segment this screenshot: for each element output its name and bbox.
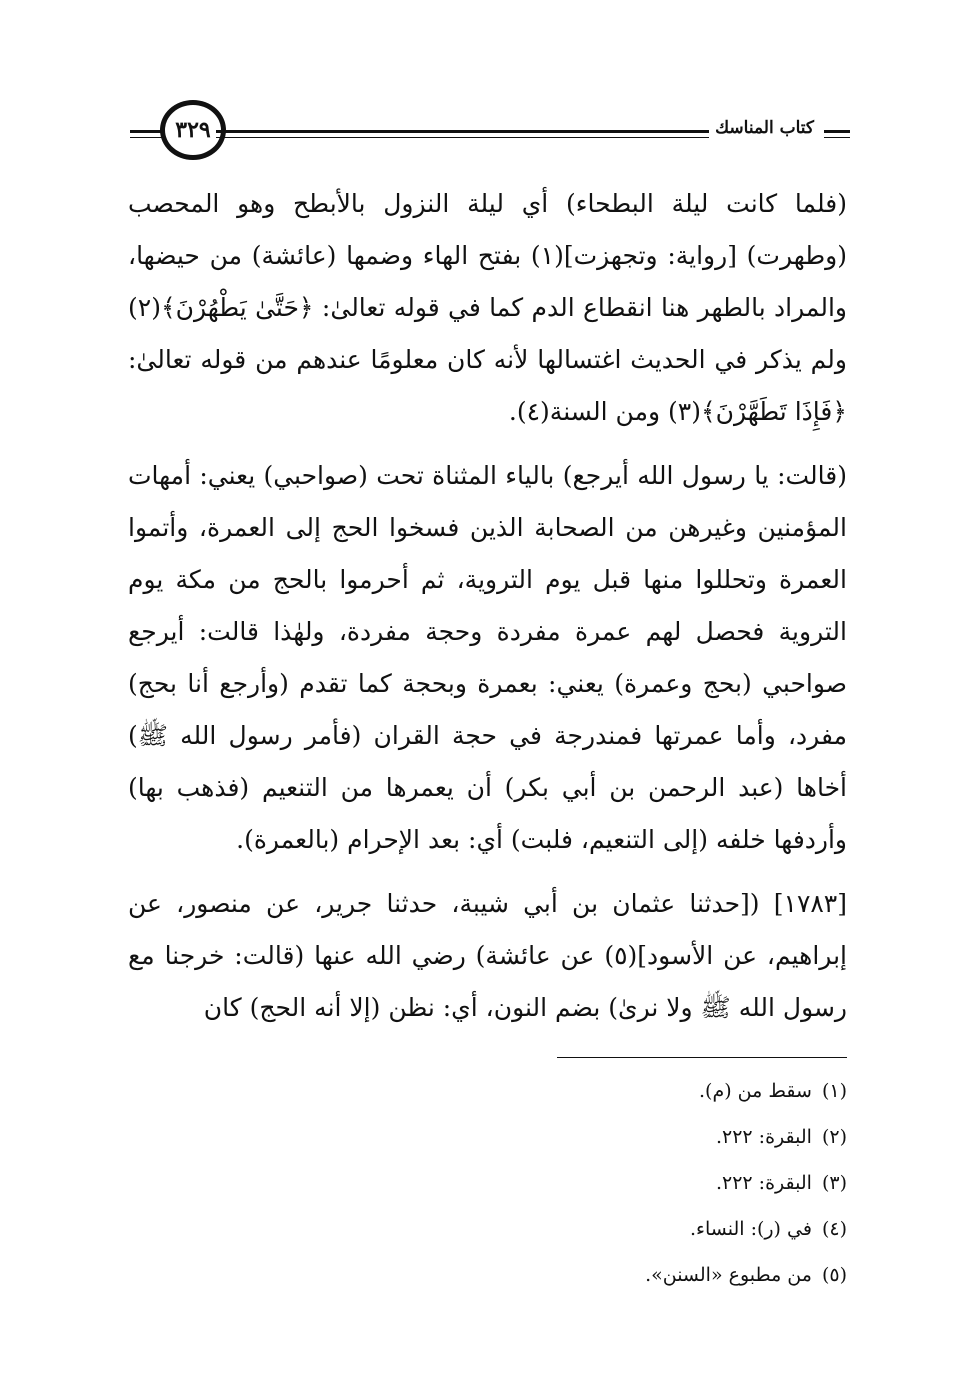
footnote-text: في (ر): النساء. [690,1218,812,1240]
footnote-number: (٤) [821,1218,847,1240]
footnote-number: (٢) [821,1126,847,1148]
footnote-number: (٣) [821,1172,847,1194]
footnote [447,1252,847,1298]
page-number: ٣٢٩ [160,100,226,160]
footnote [447,1114,847,1160]
footnote-text: البقرة: ٢٢٢. [715,1126,812,1148]
header-rule-left [130,130,162,138]
paragraph: [١٧٨٣] ([حدثنا عثمان بن أبي شيبة، حدثنا جرير، عن منصور، عن إبراهيم، عن الأسود](٥) عن عائشة) رضي الله عنها (قالت: خرجنا مع رسول الله ﷺ ولا نرىٰ) بضم النون، أي: نظن (إلا أنه الحج) كان [128,889,848,1022]
footnote-text: من مطبوع «السنن». [645,1264,812,1286]
main-text [128,178,847,1046]
paragraph: (فلما كانت ليلة البطحاء) أي ليلة النزول بالأبطح وهو المحصب (وطهرت) [رواية: وتجهزت](١) بفتح الهاء وضمها (عائشة) من حيضها، والمراد بالطهر هنا انقطاع الدم كما في قوله تعالىٰ: ﴿حَتَّىٰ يَطْهُرْنَ﴾(٢) ولم يذكر في الحديث اغتسالها لأنه كان معلومًا عندهم من قوله تعالىٰ: ﴿فَإِذَا تَطَهَّرْنَ﴾(٣) ومن السنة(٤). [128,189,847,426]
footnote [447,1068,847,1114]
footnote [447,1206,847,1252]
header-rule-right [216,130,735,138]
footnote-text: البقرة: ٢٢٢. [715,1172,812,1194]
footnote-number: (٥) [821,1264,847,1286]
header-rule-dash [824,130,850,138]
footnotes [447,1068,847,1298]
running-title: كتاب المناسك [709,118,820,138]
footnote-text: سقط من (م). [699,1080,812,1102]
footnote [447,1160,847,1206]
paragraph: (قالت: يا رسول الله أيرجع) بالياء المثناة تحت (صواحبي) يعني: أمهات المؤمنين وغيرهن من الصحابة الذين فسخوا الحج إلى العمرة، وأتموا العمرة وتحللوا منها قبل يوم التروية، ثم أحرموا بالحج من مكة يوم التروية فحصل لهم عمرة مفردة وحجة مفردة، ولهٰذا قالت: أيرجع صواحبي (بحج وعمرة) يعني: بعمرة وبحجة كما تقدم (وأرجع أنا بحج) مفرد، وأما عمرتها فمندرجة في حجة القران (فأمر رسول الله ﷺ) أخاها (عبد الرحمن بن أبي بكر) أن يعمرها من التنعيم (فذهب بها) وأردفها خلفه (إلى التنعيم، فلبت) أي: بعد الإحرام (بالعمرة). [128,461,847,854]
footnote-separator [557,1057,847,1058]
page-header [130,100,850,164]
footnote-number: (١) [821,1080,847,1102]
